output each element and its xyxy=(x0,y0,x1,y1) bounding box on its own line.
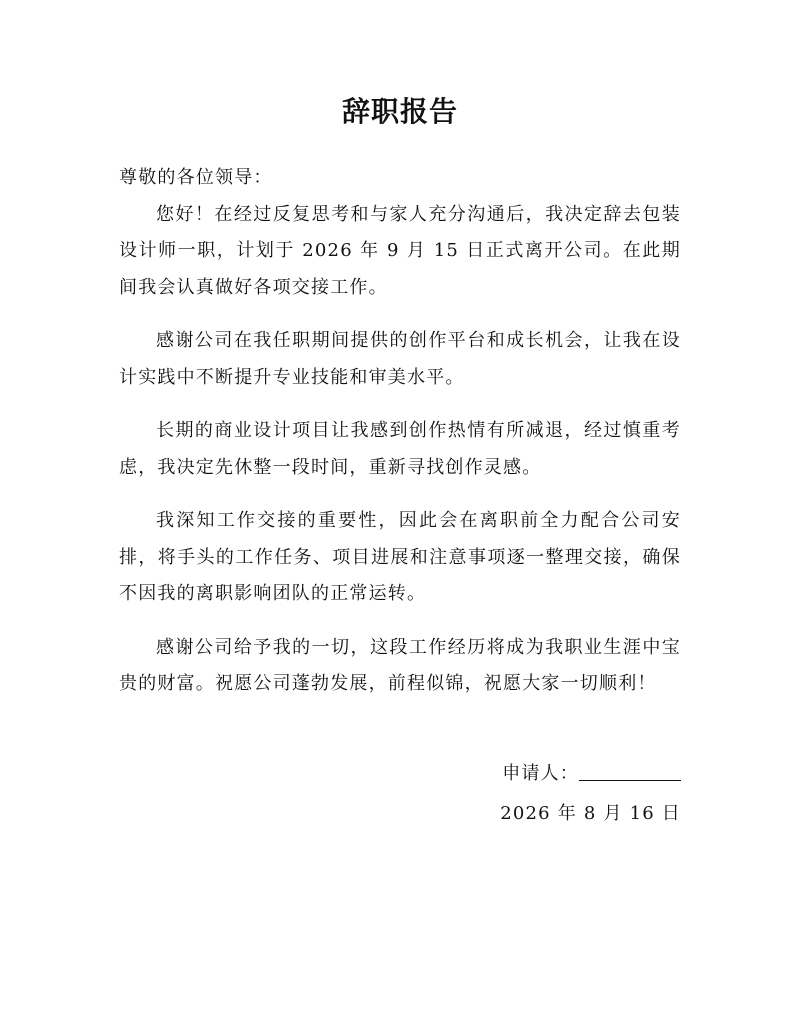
applicant-signature xyxy=(502,758,681,790)
paragraph-reason: 长期的商业设计项目让我感到创作热情有所减退，经过慎重考虑，我决定先休整一段时间，重新寻找创作灵感。 xyxy=(119,420,681,478)
salutation: 尊敬的各位领导： xyxy=(119,167,273,188)
paragraph-thanks: 感谢公司在我任职期间提供的创作平台和成长机会，让我在设计实践中不断提升专业技能和审美水平。 xyxy=(119,330,681,388)
letter-body xyxy=(119,160,681,720)
signature-line xyxy=(579,760,681,781)
document-title: 辞职报告 xyxy=(341,95,458,128)
applicant-label: 申请人： xyxy=(502,763,579,784)
paragraph-greeting: 您好！在经过反复思考和与家人充分沟通后，我决定辞去包装设计师一职，计划于 2026 年 9 月 15 日正式离开公司。在此期间我会认真做好各项交接工作。 xyxy=(119,203,681,298)
paragraph-closing: 感谢公司给予我的一切，这段工作经历将成为我职业生涯中宝贵的财富。祝愿公司蓬勃发展，前程似锦，祝愿大家一切顺利！ xyxy=(119,636,681,694)
paragraph-handover: 我深知工作交接的重要性，因此会在离职前全力配合公司安排，将手头的工作任务、项目进展和注意事项逐一整理交接，确保不因我的离职影响团队的正常运转。 xyxy=(119,510,681,604)
letter-date: 2026 年 8 月 16 日 xyxy=(500,803,681,824)
